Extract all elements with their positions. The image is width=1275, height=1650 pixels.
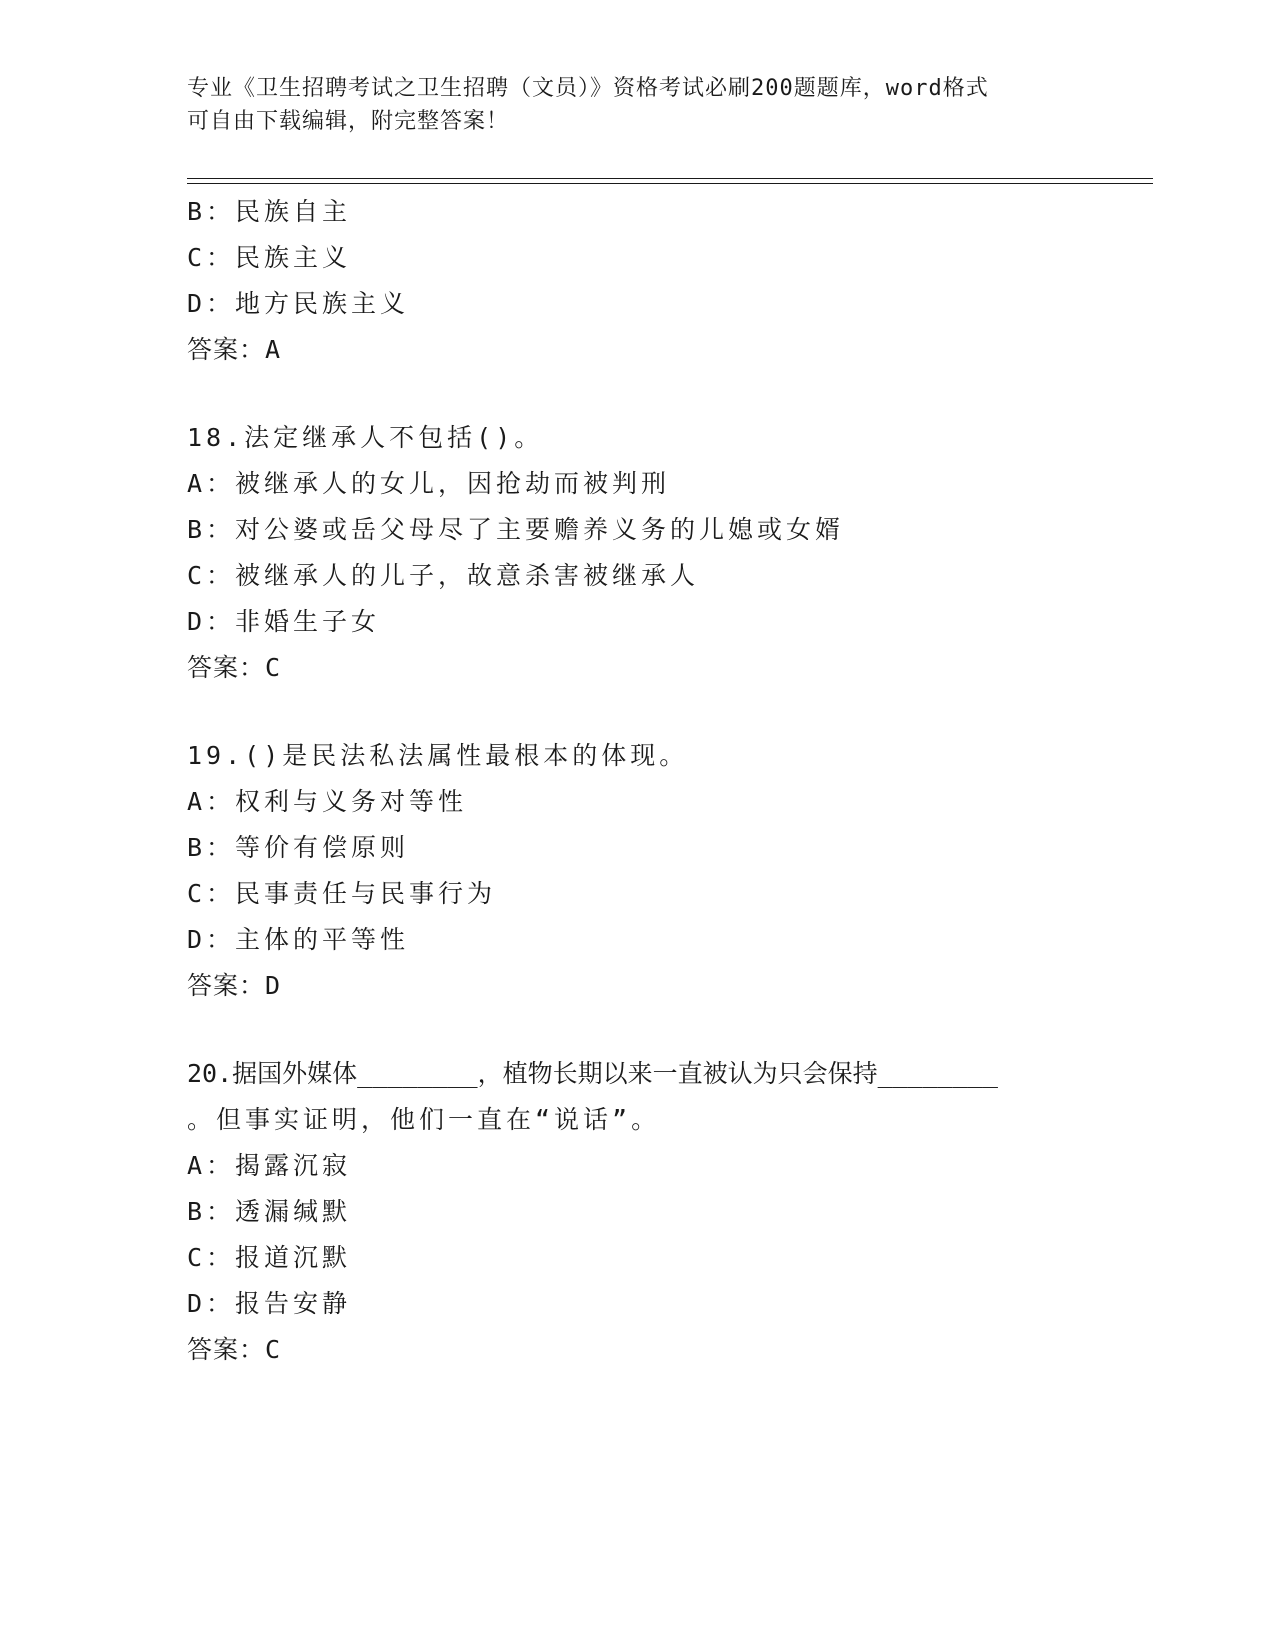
question-stem-line-2: 。但事实证明，他们一直在“说话”。 <box>187 1105 661 1134</box>
option-c: C：民族主义 <box>187 243 352 272</box>
answer: 答案：D <box>187 971 282 1000</box>
question-18 <box>187 415 1153 691</box>
header-line-1: 专业《卫生招聘考试之卫生招聘（文员）》资格考试必刷200题题库，word格式 <box>187 76 989 101</box>
option-d: D：主体的平等性 <box>187 925 410 954</box>
option-d: D：地方民族主义 <box>187 289 410 318</box>
option-a: A：揭露沉寂 <box>187 1151 352 1180</box>
question-list <box>187 189 1153 1373</box>
option-a: A：被继承人的女儿，因抢劫而被判刑 <box>187 469 671 498</box>
option-b: B：等价有偿原则 <box>187 833 410 862</box>
question-17-continued <box>187 189 1153 373</box>
page-header <box>187 72 1067 138</box>
question-stem: 18.法定继承人不包括()。 <box>187 423 544 452</box>
header-divider-bottom <box>187 183 1153 184</box>
question-20 <box>187 1051 1153 1373</box>
question-spacer <box>187 691 1153 733</box>
question-spacer <box>187 1009 1153 1051</box>
option-c: C：民事责任与民事行为 <box>187 879 497 908</box>
answer: 答案：A <box>187 335 282 364</box>
answer: 答案：C <box>187 653 282 682</box>
question-stem-line-1: 20.据国外媒体________，植物长期以来一直被认为只会保持________ <box>187 1059 998 1088</box>
option-a: A：权利与义务对等性 <box>187 787 468 816</box>
question-stem: 19.()是民法私法属性最根本的体现。 <box>187 741 689 770</box>
option-d: D：报告安静 <box>187 1289 352 1318</box>
option-c: C：被继承人的儿子，故意杀害被继承人 <box>187 561 700 590</box>
question-19 <box>187 733 1153 1009</box>
header-line-2: 可自由下载编辑，附完整答案！ <box>187 109 510 134</box>
answer: 答案：C <box>187 1335 282 1364</box>
option-b: B：民族自主 <box>187 197 352 226</box>
option-b: B：对公婆或岳父母尽了主要赡养义务的儿媳或女婿 <box>187 515 845 544</box>
header-divider-top <box>187 178 1153 179</box>
option-c: C：报道沉默 <box>187 1243 352 1272</box>
question-spacer <box>187 373 1153 415</box>
option-d: D：非婚生子女 <box>187 607 381 636</box>
option-b: B：透漏缄默 <box>187 1197 352 1226</box>
